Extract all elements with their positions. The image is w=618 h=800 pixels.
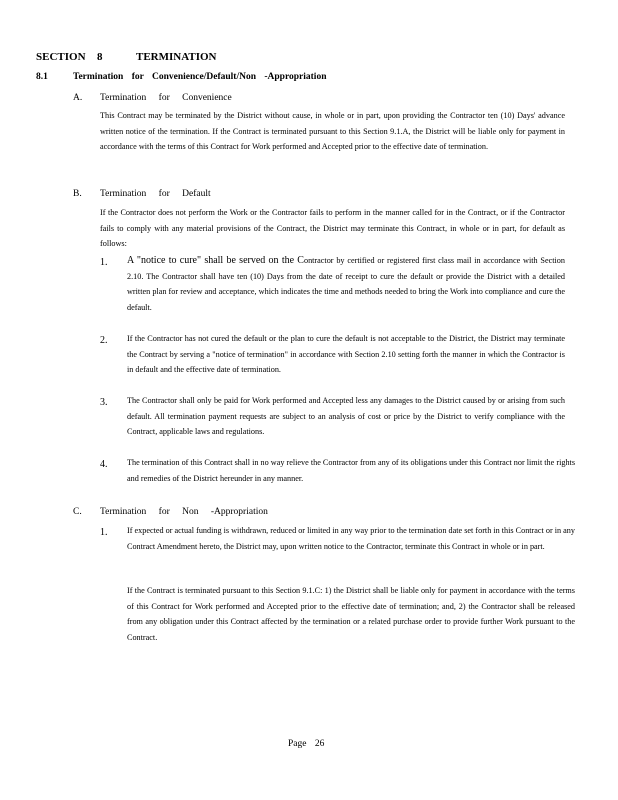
part-b-item-1-number: 1. <box>100 257 108 268</box>
page-number: Page 26 <box>288 739 325 749</box>
part-b-item-2-text: If the Contractor has not cured the default or the plan to cure the default is not acceptable to the District, the District may terminate the Contract by serving a "notice of termination" in accordance with Section 2.10 setting forth the manner in which the Contractor is in default and the effective date of termination. <box>127 334 565 375</box>
part-b-item-3-number: 3. <box>100 397 108 408</box>
part-b-letter: B. <box>73 189 82 199</box>
part-b-item-4-number: 4. <box>100 459 108 470</box>
part-b-item-1-text: ontractor by certified or registered first class mail in accordance with Section 2.10. The Contractor shall have ten (10) Days from the date of receipt to cure the default or provide the District with a detailed written plan for review and acceptance, which indicates the time and methods needed to bring the Work into compliance and cure the default. <box>127 256 565 312</box>
part-c-heading: Termination for Non -Appropriation <box>100 507 268 517</box>
part-c-item-1-text-continued: If the Contract is terminated pursuant to this Section 9.1.C: 1) the District shall be liable only for payment in accordance with the terms of this Contract for Work performed and Accepted prior to the effective date of termination; and, 2) the Contractor shall be released from any obligation under this Contract affected by the termination or a related purchase order to provide further Work pursuant to the Contract. <box>127 586 575 642</box>
section-number: 8 <box>97 51 103 63</box>
part-c-item-1-number: 1. <box>100 527 108 538</box>
subsection-number: 8.1 <box>36 72 48 82</box>
section-label: SECTION <box>36 51 86 63</box>
part-b-heading: Termination for Default <box>100 189 211 199</box>
part-a-text: This Contract may be terminated by the District without cause, in whole or in part, upon providing the Contractor ten (10) Days' advance written notice of the termination. If the Contract is terminated pursuant to this Section 9.1.A, the District will be liable only for payment in accordance with the terms of this Contract for Work performed and Accepted prior to the effective date of termination. <box>100 111 565 152</box>
part-b-item-3-text: The Contractor shall only be paid for Work performed and Accepted less any damages to the District caused by or arising from such default. All termination payment requests are subject to an analysis of cost or price by the District to verify compliance with the Contract, applicable laws and regulations. <box>127 396 565 437</box>
part-b-item-1 <box>127 253 565 315</box>
part-b-intro: If the Contractor does not perform the Work or the Contractor fails to perform in the manner called for in the Contract, or if the Contractor fails to comply with any material provisions of the Contract, the District may terminate this Contract, in whole or in part, for default as follows: <box>100 208 565 249</box>
part-c-letter: C. <box>73 507 82 517</box>
part-a-letter: A. <box>73 93 83 103</box>
part-b-item-2-number: 2. <box>100 335 108 346</box>
section-title: TERMINATION <box>136 51 217 63</box>
part-b-item-4-text: The termination of this Contract shall in no way relieve the Contractor from any of its obligations under this Contract nor limit the rights and remedies of the District hereunder in any manner. <box>127 458 575 483</box>
part-c-item-1-text: If expected or actual funding is withdrawn, reduced or limited in any way prior to the termination date set forth in this Contract or in any Contract Amendment hereto, the District may, upon written notice to the Contractor, terminate this Contract in whole or in part. <box>127 526 575 551</box>
part-a-heading: Termination for Convenience <box>100 93 232 103</box>
subsection-title: Termination for Convenience/Default/Non -Appropriation <box>73 72 327 82</box>
notice-to-cure-lead: A "notice to cure" shall be served on the C <box>127 255 304 266</box>
